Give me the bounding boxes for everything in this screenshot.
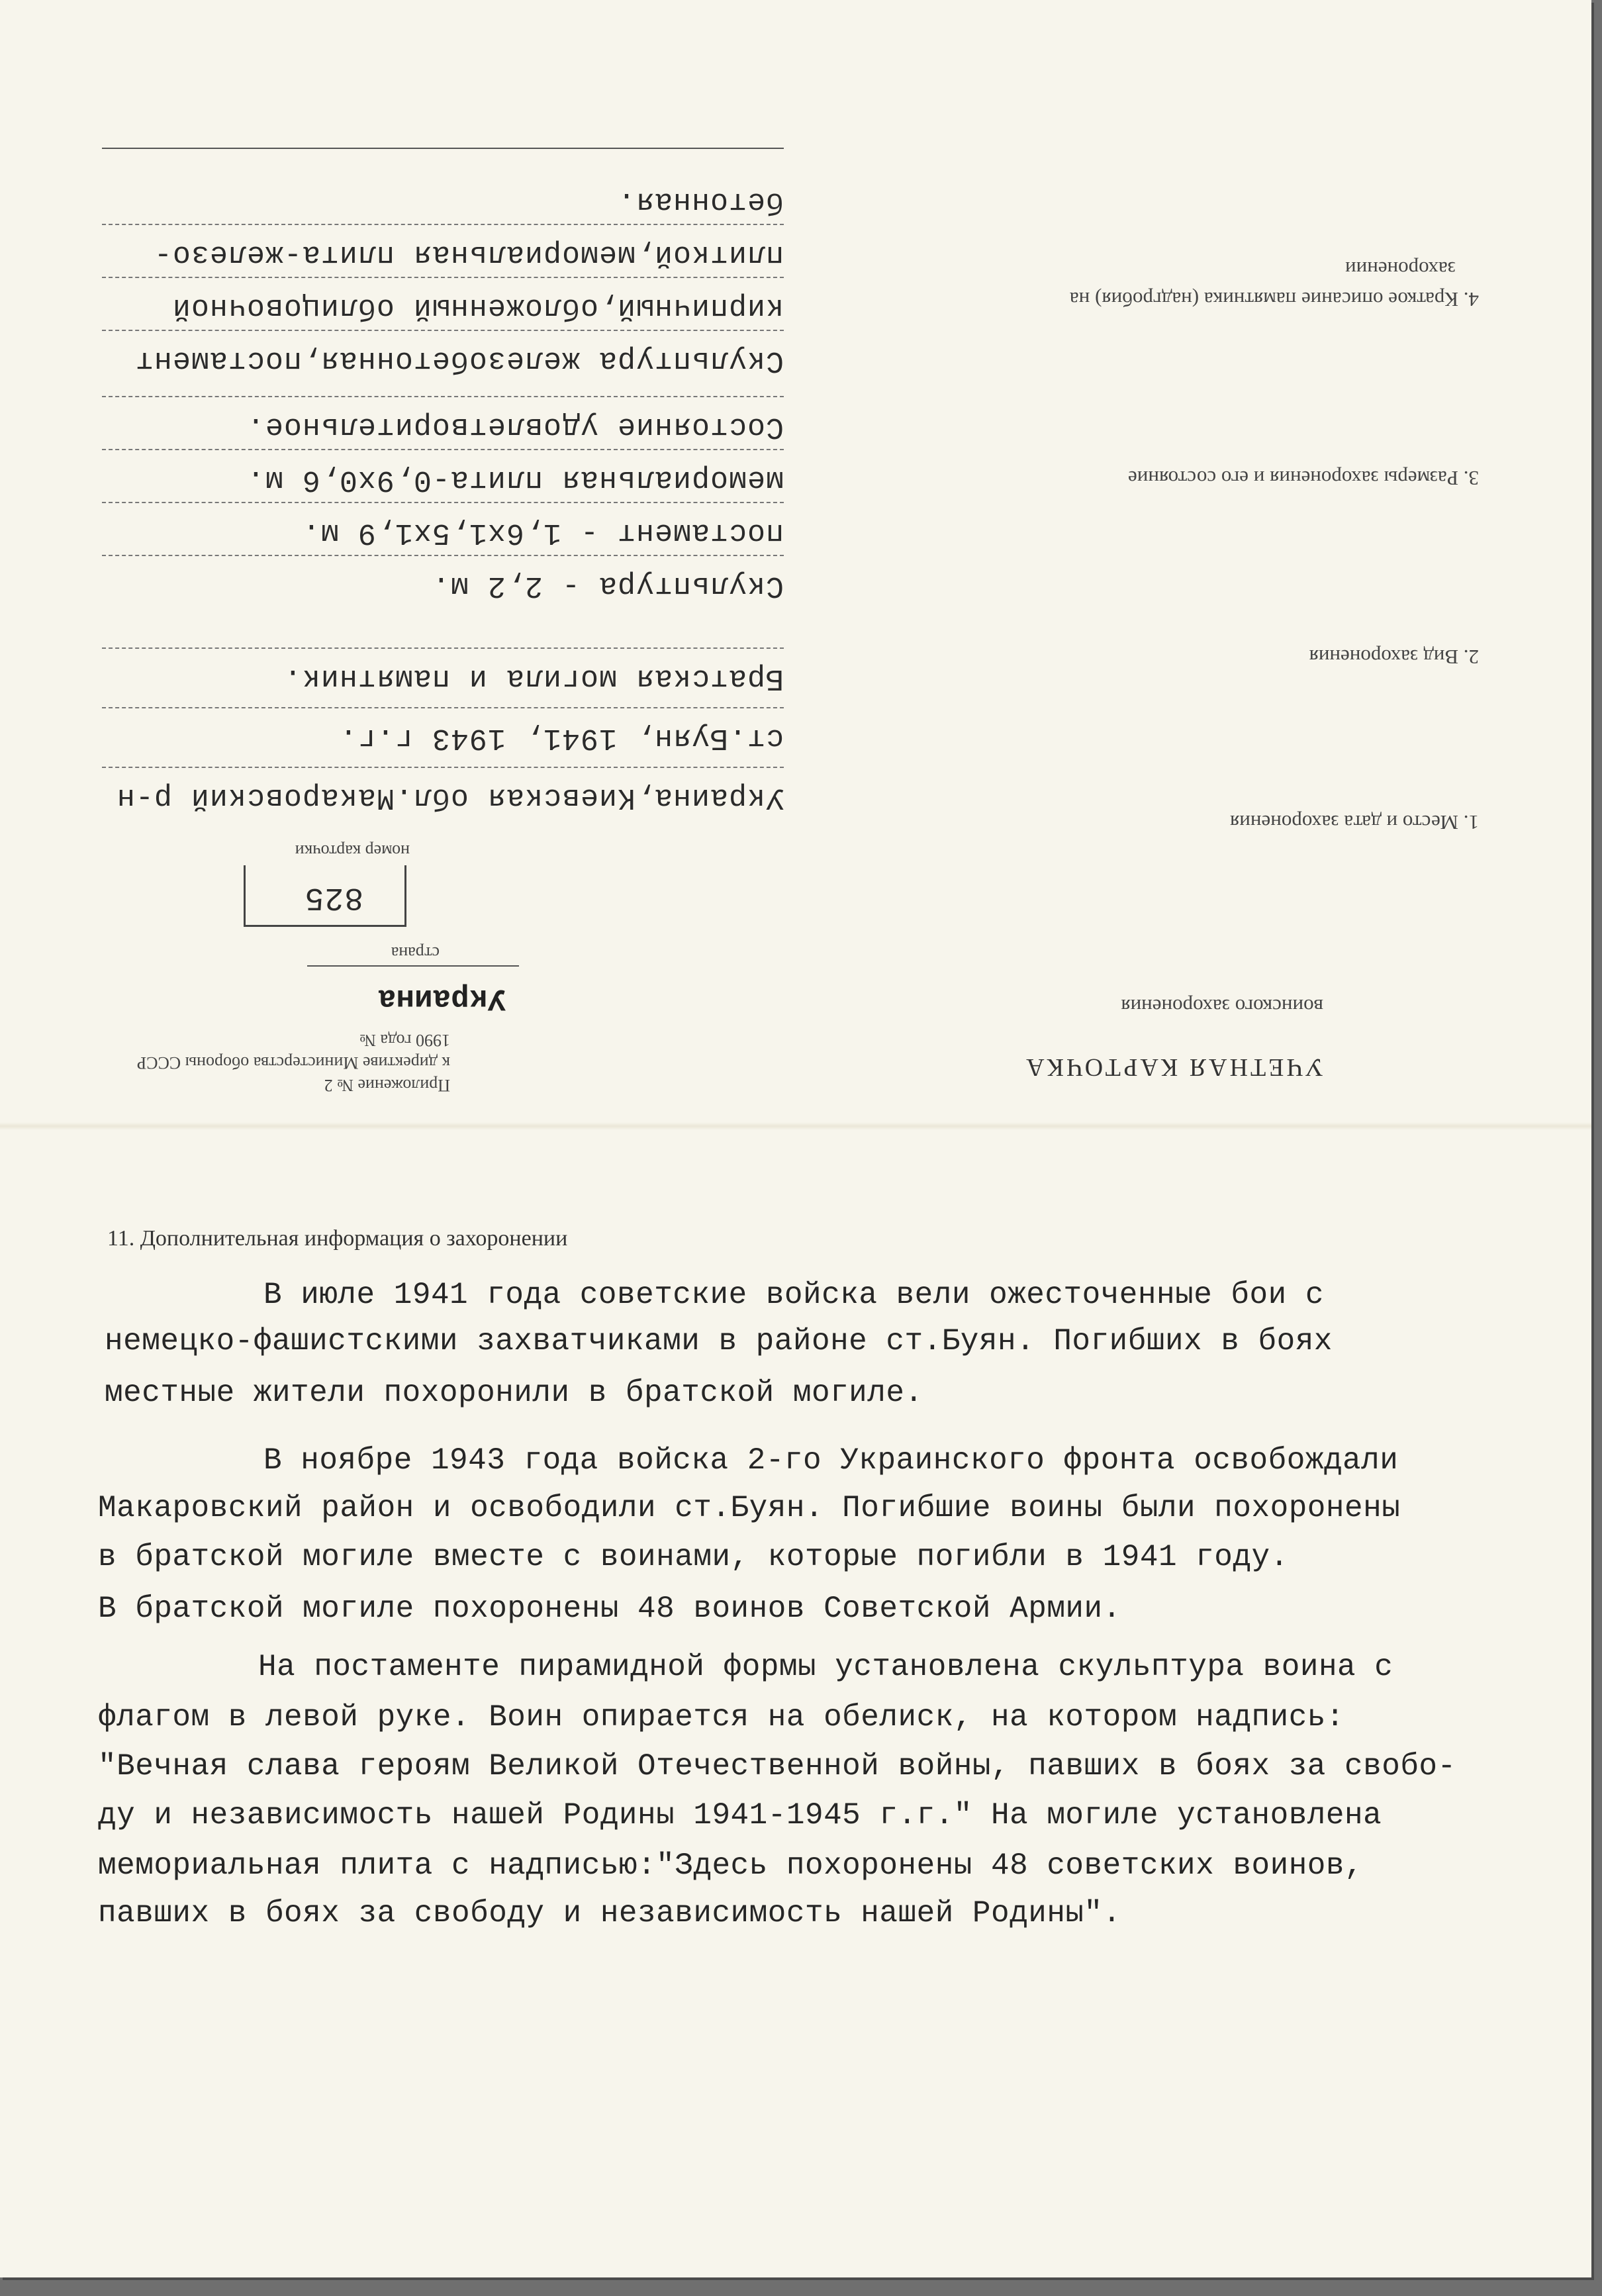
- field-4-label-line-1: 4. Краткое описание памятника (надгробия) на: [1069, 288, 1479, 311]
- additional-line-5: Макаровский район и освободили ст.Буян. Погибшие воины были похоронены: [98, 1491, 1401, 1525]
- country-underline: [307, 965, 519, 967]
- field-4-label-line-2: захоронении: [1345, 258, 1456, 281]
- field-2-rule-1: [102, 647, 784, 649]
- field-1-rule-1: [102, 767, 784, 768]
- additional-line-10: "Вечная слава героям Великой Отечественной войны, павших в боях за свобо-: [98, 1749, 1456, 1784]
- additional-line-1: В июле 1941 года советские войска вели ожесточенные бои с: [263, 1278, 1324, 1312]
- field-4-line-3: плиткой,мемориальная плита-железо-: [153, 238, 784, 271]
- field-1-rule-2: [102, 707, 784, 708]
- card-subtitle: воинского захоронения: [1121, 995, 1323, 1018]
- paper-fold: [0, 1122, 1591, 1130]
- field-2-line-1: Братская могила и памятник.: [283, 661, 784, 695]
- field-3-rule-2: [102, 502, 784, 503]
- field-4-line-4: бетонная.: [616, 185, 784, 218]
- field-3-line-1: Скульптура - 2,2 м.: [431, 569, 784, 602]
- additional-line-8: На постаменте пирамидной формы установлена скульптура воина с: [258, 1650, 1393, 1684]
- field-3-rule-4: [102, 396, 784, 397]
- field-2-label: 2. Вид захоронения: [1309, 646, 1479, 669]
- additional-line-6: в братской могиле вместе с воинами, которые погибли в 1941 году.: [98, 1540, 1289, 1574]
- additional-info-label: 11. Дополнительная информация о захоронении: [107, 1226, 568, 1251]
- additional-line-11: ду и независимость нашей Родины 1941-1945 г.г." На могиле установлена: [98, 1798, 1382, 1833]
- field-3-line-2: постамент - 1,6х1,5х1,9 м.: [301, 516, 784, 550]
- field-3-rule-1: [102, 555, 784, 556]
- field-1-line-2: ст.Буян, 1941, 1943 г.г.: [338, 721, 784, 755]
- field-4-rule-4: [102, 148, 784, 149]
- additional-line-4: В ноябре 1943 года войска 2-го Украинского фронта освобождали: [263, 1443, 1399, 1478]
- field-4-rule-3: [102, 224, 784, 225]
- field-4-rule-1: [102, 330, 784, 331]
- field-4-line-1: Скульптура железобетонная,постамент: [134, 344, 784, 377]
- field-1-label: 1. Место и дата захоронения: [1230, 811, 1479, 834]
- additional-line-7: В братской могиле похоронены 48 воинов Советской Армии.: [98, 1592, 1121, 1626]
- field-3-rule-3: [102, 449, 784, 450]
- field-3-label: 3. Размеры захоронения и его состояние: [1128, 467, 1479, 490]
- card-number: 825: [304, 879, 363, 915]
- card-upper-half: [0, 0, 1591, 1125]
- additional-line-2: немецко-фашистскими захватчиками в районе ст.Буян. Погибших в боях: [105, 1324, 1333, 1359]
- appendix-line-1: Приложение № 2: [324, 1076, 450, 1095]
- additional-line-12: мемориальная плита с надписью:"Здесь похоронены 48 советских воинов,: [98, 1848, 1364, 1883]
- card-title: УЧЕТНАЯ КАРТОЧКА: [1023, 1053, 1323, 1081]
- field-1-line-1: Украина,Киевская обл.Макаровский р-н: [116, 781, 784, 814]
- additional-line-13: павших в боях за свободу и независимость нашей Родины".: [98, 1896, 1121, 1931]
- appendix-line-3: 1990 года №: [359, 1031, 450, 1050]
- additional-line-3: местные жители похоронили в братской могиле.: [105, 1376, 923, 1410]
- appendix-line-2: к директиве Министерства обороны СССР: [136, 1053, 450, 1073]
- field-3-line-3: мемориальная плита-0,9х0,6 м.: [246, 463, 784, 497]
- field-4-rule-2: [102, 277, 784, 278]
- field-4-line-2: кирпичный,обложенный облицовочной: [171, 291, 784, 324]
- additional-line-9: флагом в левой руке. Воин опирается на обелиск, на котором надпись:: [98, 1700, 1345, 1735]
- field-3-line-4: Состояние удовлетворительное.: [246, 410, 784, 444]
- country-value: Украина: [377, 981, 506, 1016]
- country-label: страна: [391, 943, 440, 963]
- card-number-label: номер карточки: [295, 841, 410, 861]
